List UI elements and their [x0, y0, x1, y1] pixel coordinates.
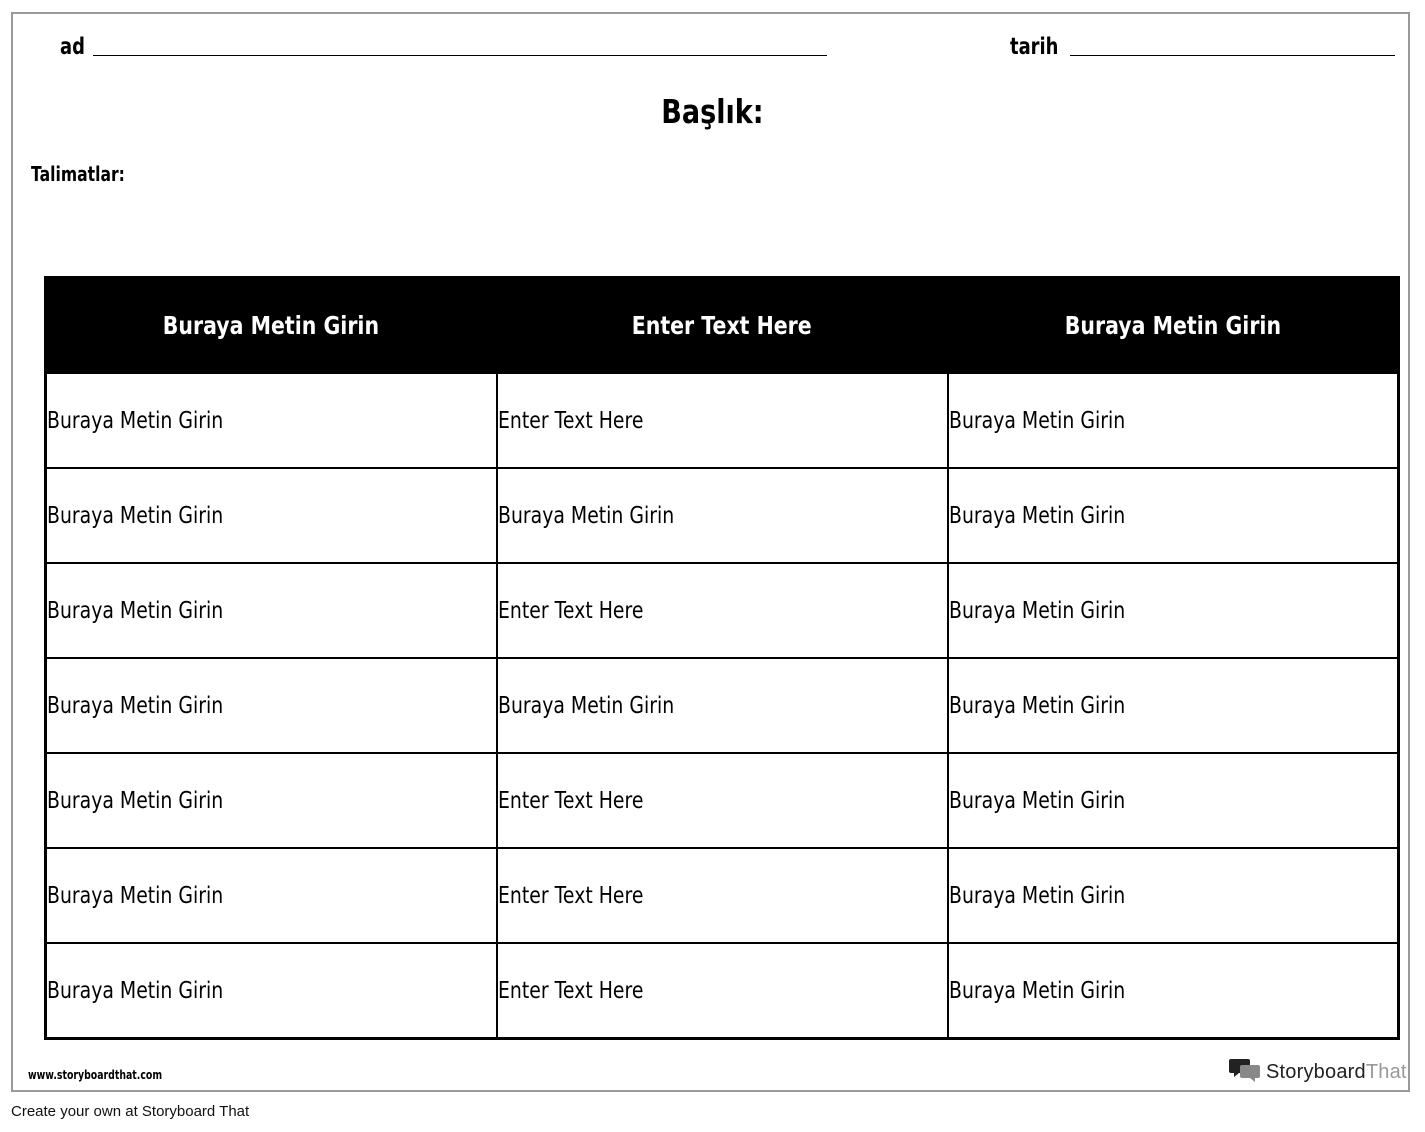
instructions-label: Talimatlar: [31, 162, 125, 186]
table-cell[interactable]: Enter Text Here [497, 753, 948, 848]
table-cell[interactable]: Buraya Metin Girin [948, 658, 1399, 753]
header-row [46, 278, 1399, 374]
table-cell[interactable]: Buraya Metin Girin [948, 373, 1399, 468]
header-cell[interactable]: Buraya Metin Girin [46, 278, 497, 374]
table-cell[interactable]: Buraya Metin Girin [948, 468, 1399, 563]
table-row [46, 658, 1399, 753]
table-cell[interactable]: Buraya Metin Girin [46, 658, 497, 753]
name-label: ad [60, 34, 85, 60]
table-cell[interactable]: Enter Text Here [497, 563, 948, 658]
table-row [46, 753, 1399, 848]
table-cell[interactable]: Buraya Metin Girin [948, 943, 1399, 1039]
table-row [46, 468, 1399, 563]
table-cell[interactable]: Enter Text Here [497, 373, 948, 468]
table-row [46, 373, 1399, 468]
table-cell[interactable]: Buraya Metin Girin [497, 468, 948, 563]
table-cell[interactable]: Enter Text Here [497, 943, 948, 1039]
table-row [46, 943, 1399, 1039]
worksheet-table [44, 276, 1400, 1040]
footer-url: www.storyboardthat.com [28, 1068, 163, 1082]
table-cell[interactable]: Buraya Metin Girin [46, 943, 497, 1039]
header-cell[interactable]: Buraya Metin Girin [948, 278, 1399, 374]
name-line [93, 55, 827, 56]
table-cell[interactable]: Buraya Metin Girin [46, 468, 497, 563]
storyboardthat-logo [1229, 1057, 1407, 1087]
page-title: Başlık: [661, 92, 764, 131]
table-cell[interactable]: Buraya Metin Girin [46, 753, 497, 848]
worksheet-page [11, 12, 1410, 1092]
table-cell[interactable]: Buraya Metin Girin [948, 848, 1399, 943]
date-label: tarih [1010, 34, 1059, 60]
table-cell[interactable]: Buraya Metin Girin [948, 563, 1399, 658]
logo-text-storyboard: Storyboard [1266, 1060, 1366, 1083]
table-cell[interactable]: Buraya Metin Girin [46, 373, 497, 468]
header-cell[interactable]: Enter Text Here [497, 278, 948, 374]
speech-bubbles-icon [1229, 1057, 1261, 1087]
table-cell[interactable]: Buraya Metin Girin [46, 848, 497, 943]
table-cell[interactable]: Buraya Metin Girin [497, 658, 948, 753]
date-line [1070, 55, 1395, 56]
table-row [46, 848, 1399, 943]
table-cell[interactable]: Buraya Metin Girin [46, 563, 497, 658]
logo-text-that: That [1365, 1060, 1407, 1083]
create-caption-link[interactable]: Create your own at Storyboard That [11, 1103, 250, 1120]
table-cell[interactable]: Enter Text Here [497, 848, 948, 943]
table-row [46, 563, 1399, 658]
table-cell[interactable]: Buraya Metin Girin [948, 753, 1399, 848]
